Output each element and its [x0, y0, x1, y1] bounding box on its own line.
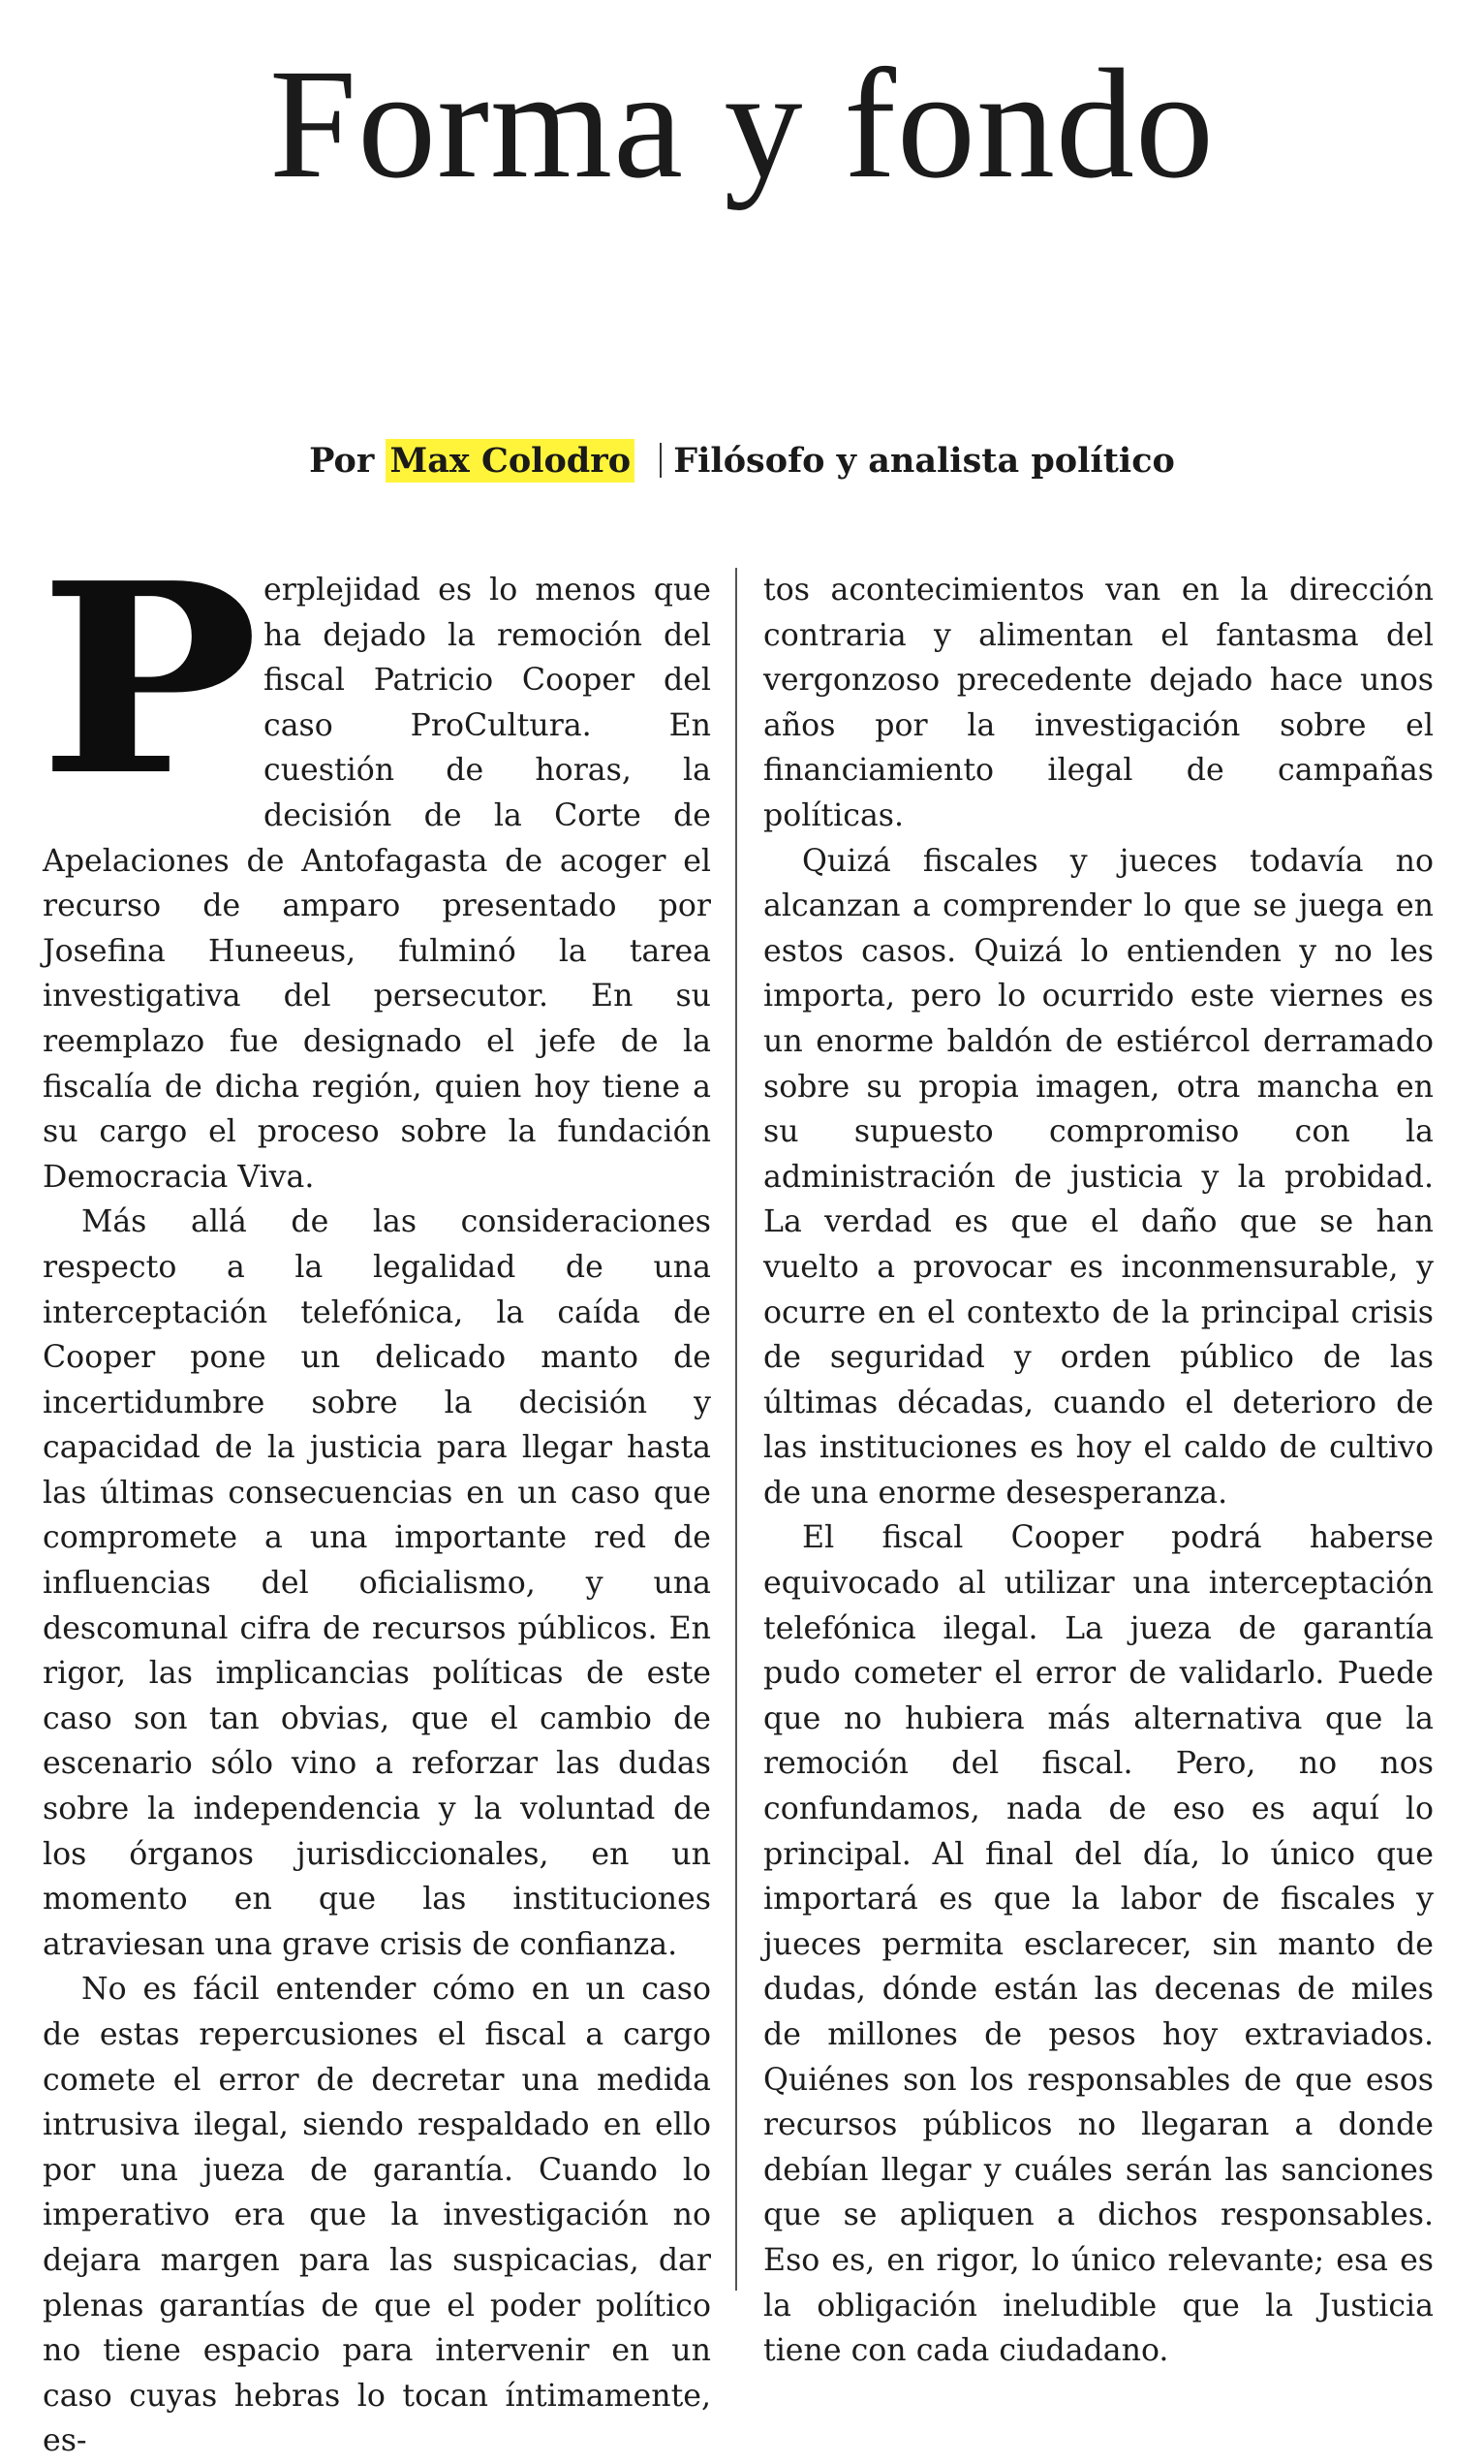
- byline-author[interactable]: Max Colodro: [386, 439, 634, 483]
- paragraph-2: Más allá de las consideraciones respecto a la legalidad de una interceptación telefónica, la caída de Cooper pone un delicado manto de incertidumbre sobre la decisión y capacidad de la justicia para llegar hasta las últimas consecuencias en un caso que compromete a una importante red de influencias del oficialismo, y una descomunal cifra de recursos públicos. En rigor, las implicancias políticas de este caso son tan obvias, que el cambio de escenario sólo vino a reforzar las dudas sobre la independencia y la voluntad de los órganos jurisdiccionales, en un momento en que las instituciones atraviesan una grave crisis de confianza.: [43, 1204, 711, 1962]
- byline-role: Filósofo y analista político: [673, 441, 1175, 481]
- article-column-left: [39, 525, 711, 2464]
- column-divider: [735, 568, 737, 2291]
- paragraph-3-continued: tos acontecimientos van en la dirección contraria y alimentan el fantasma del vergonzoso precedente dejado hace unos años por la investigación sobre el financiamiento ilegal de campañas políticas.: [763, 573, 1434, 833]
- drop-cap: P: [39, 525, 260, 833]
- article-headline: Forma y fondo: [269, 38, 1215, 211]
- paragraph-1: [39, 525, 711, 1200]
- paragraph-1-text: erplejidad es lo menos que ha dejado la remoción del fiscal Patricio Cooper del caso ProCultura. En cuestión de horas, la decisión de la Corte de Apelaciones de Antofagasta de acoger el recurso de amparo presentado por Josefina Huneeus, fulminó la tarea investigativa del persecutor. En su reemplazo fue designado el jefe de la fiscalía de dicha región, quien hoy tiene a su cargo el proceso sobre la fundación Democracia Viva.: [43, 573, 711, 1195]
- paragraph-5: El fiscal Cooper podrá haberse equivocado al utilizar una interceptación telefónica ilegal. La jueza de garantía pudo cometer el error de validarlo. Puede que no hubiera más alternativa que la remoción del fiscal. Pero, no nos confundamos, nada de eso es aquí lo principal. Al final del día, lo único que importará es que la labor de fiscales y jueces permita esclarecer, sin manto de dudas, dónde están las decenas de miles de millones de pesos hoy extraviados. Quiénes son los responsables de que esos recursos públicos no llegaran a donde debían llegar y cuáles serán las sanciones que se apliquen a dichos responsables. Eso es, en rigor, lo único relevante; esa es la obligación ineludible que la Justicia tiene con cada ciudadano.: [763, 1520, 1434, 2369]
- paragraph-4: Quizá fiscales y jueces todavía no alcanzan a comprender lo que se juega en estos casos. Quizá lo entienden y no les importa, pero lo ocurrido este viernes es un enorme baldón de estiércol derramado sobre su propia imagen, otra mancha en su supuesto compromiso con la administración de justicia y la probidad. La verdad es que el daño que se han vuelto a provocar es inconmensurable, y ocurre en el contexto de la principal crisis de seguridad y orden público de las últimas décadas, cuando el deterioro de las instituciones es hoy el caldo de cultivo de una enorme desesperanza.: [763, 843, 1434, 1511]
- byline-separator: [660, 443, 662, 478]
- article-column-right: [763, 568, 1434, 2374]
- byline-prefix: Por: [309, 441, 375, 481]
- paragraph-3-start: No es fácil entender cómo en un caso de estas repercusiones el fiscal a cargo comete el error de decretar una medida intrusiva ilegal, siendo respaldado en ello por una jueza de garantía. Cuando lo imperativo era que la investigación no dejara margen para las suspicacias, dar plenas garantías de que el poder político no tiene espacio para intervenir en un caso cuyas hebras lo tocan íntimamente, es-: [43, 1972, 711, 2459]
- byline: [0, 434, 1484, 488]
